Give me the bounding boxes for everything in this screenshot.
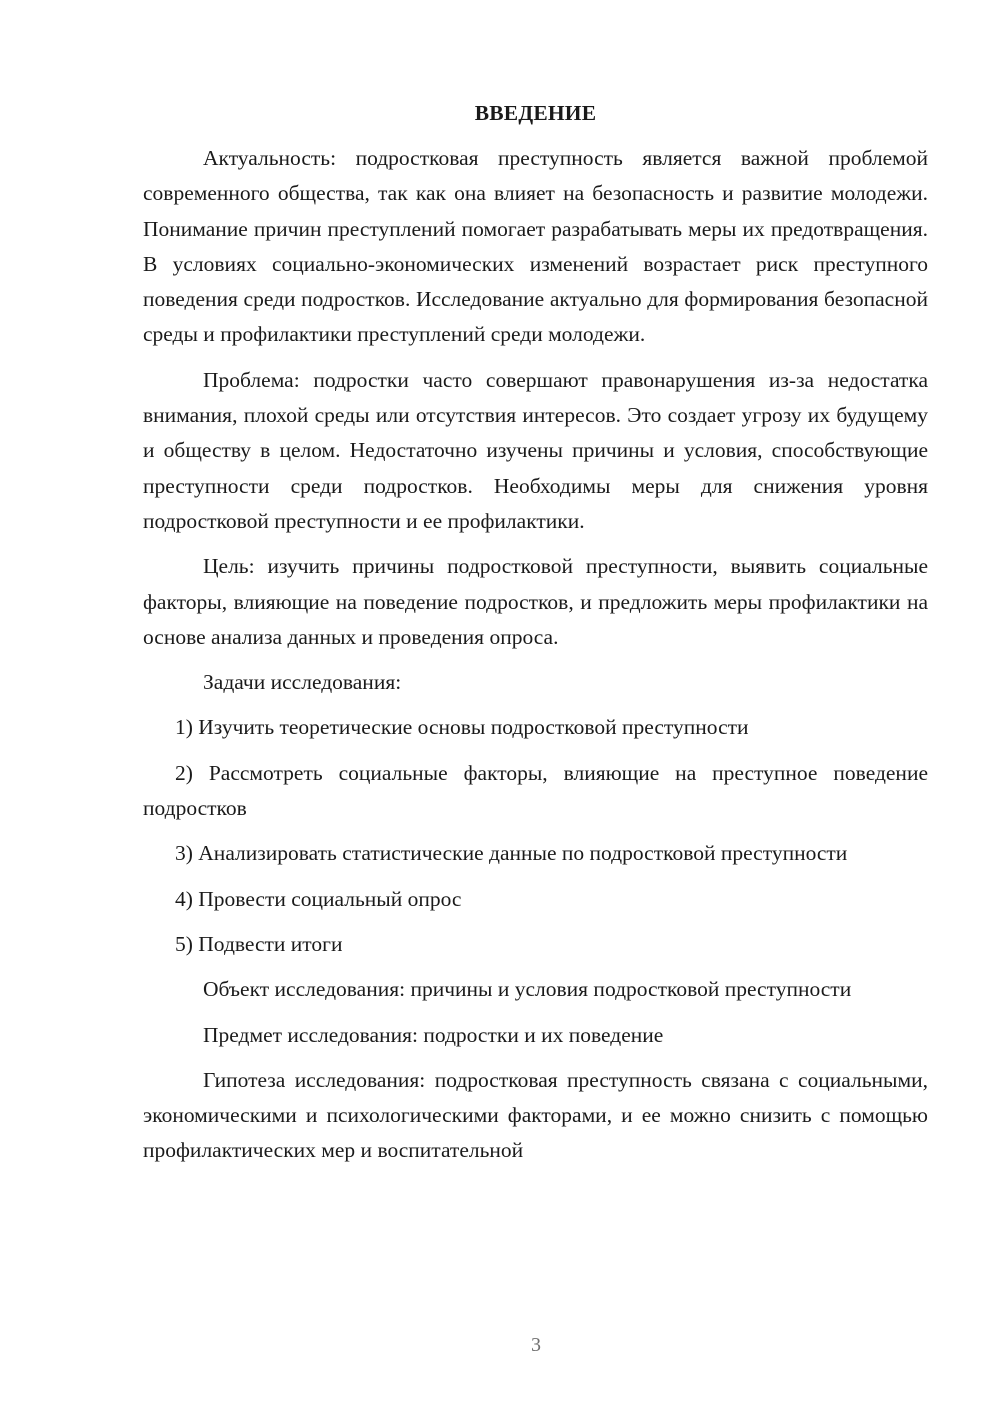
task-item-1: 1) Изучить теоретические основы подростковой преступности [175, 715, 749, 740]
goal-paragraph: Цель: изучить причины подростковой преступности, выявить социальные факторы, влияющие на поведение подростков, и предложить меры профилактики на основе анализа данных и проведения опроса. [143, 554, 928, 649]
section-heading: ВВЕДЕНИЕ [474, 101, 597, 125]
tasks-heading: Задачи исследования: [203, 670, 402, 695]
page-number: 3 [531, 1334, 541, 1356]
relevance-paragraph: Актуальность: подростковая преступность является важной проблемой современного общества, так как она влияет на безопасность и развитие молодежи. Понимание причин преступлений помогает разрабатывать меры их предотвращения. В условиях социально-экономических изменений возрастает риск преступного поведения среди подростков. Исследование актуально для формирования безопасной среды и профилактики преступлений среди молодежи. [143, 146, 928, 347]
task-item-3: 3) Анализировать статистические данные по подростковой преступности [175, 841, 848, 866]
research-subject: Предмет исследования: подростки и их поведение [203, 1022, 664, 1047]
task-item-2: 2) Рассмотреть социальные факторы, влияющие на преступное поведение подростков [143, 760, 928, 821]
research-hypothesis: Гипотеза исследования: подростковая преступность связана с социальными, экономическими и психологическими факторами, и ее можно снизить с помощью профилактических мер и воспитательной [143, 1067, 928, 1163]
task-item-4: 4) Провести социальный опрос [175, 886, 462, 911]
research-object: Объект исследования: причины и условия подростковой преступности [203, 977, 852, 1002]
page-content [143, 96, 928, 1169]
task-item-5: 5) Подвести итоги [175, 931, 343, 956]
problem-paragraph: Проблема: подростки часто совершают правонарушения из-за недостатка внимания, плохой среды или отсутствия интересов. Это создает угрозу их будущему и обществу в целом. Недостаточно изучены причины и условия, способствующие преступности среди подростков. Необходимы меры для снижения уровня подростковой преступности и ее профилактики. [143, 367, 928, 533]
